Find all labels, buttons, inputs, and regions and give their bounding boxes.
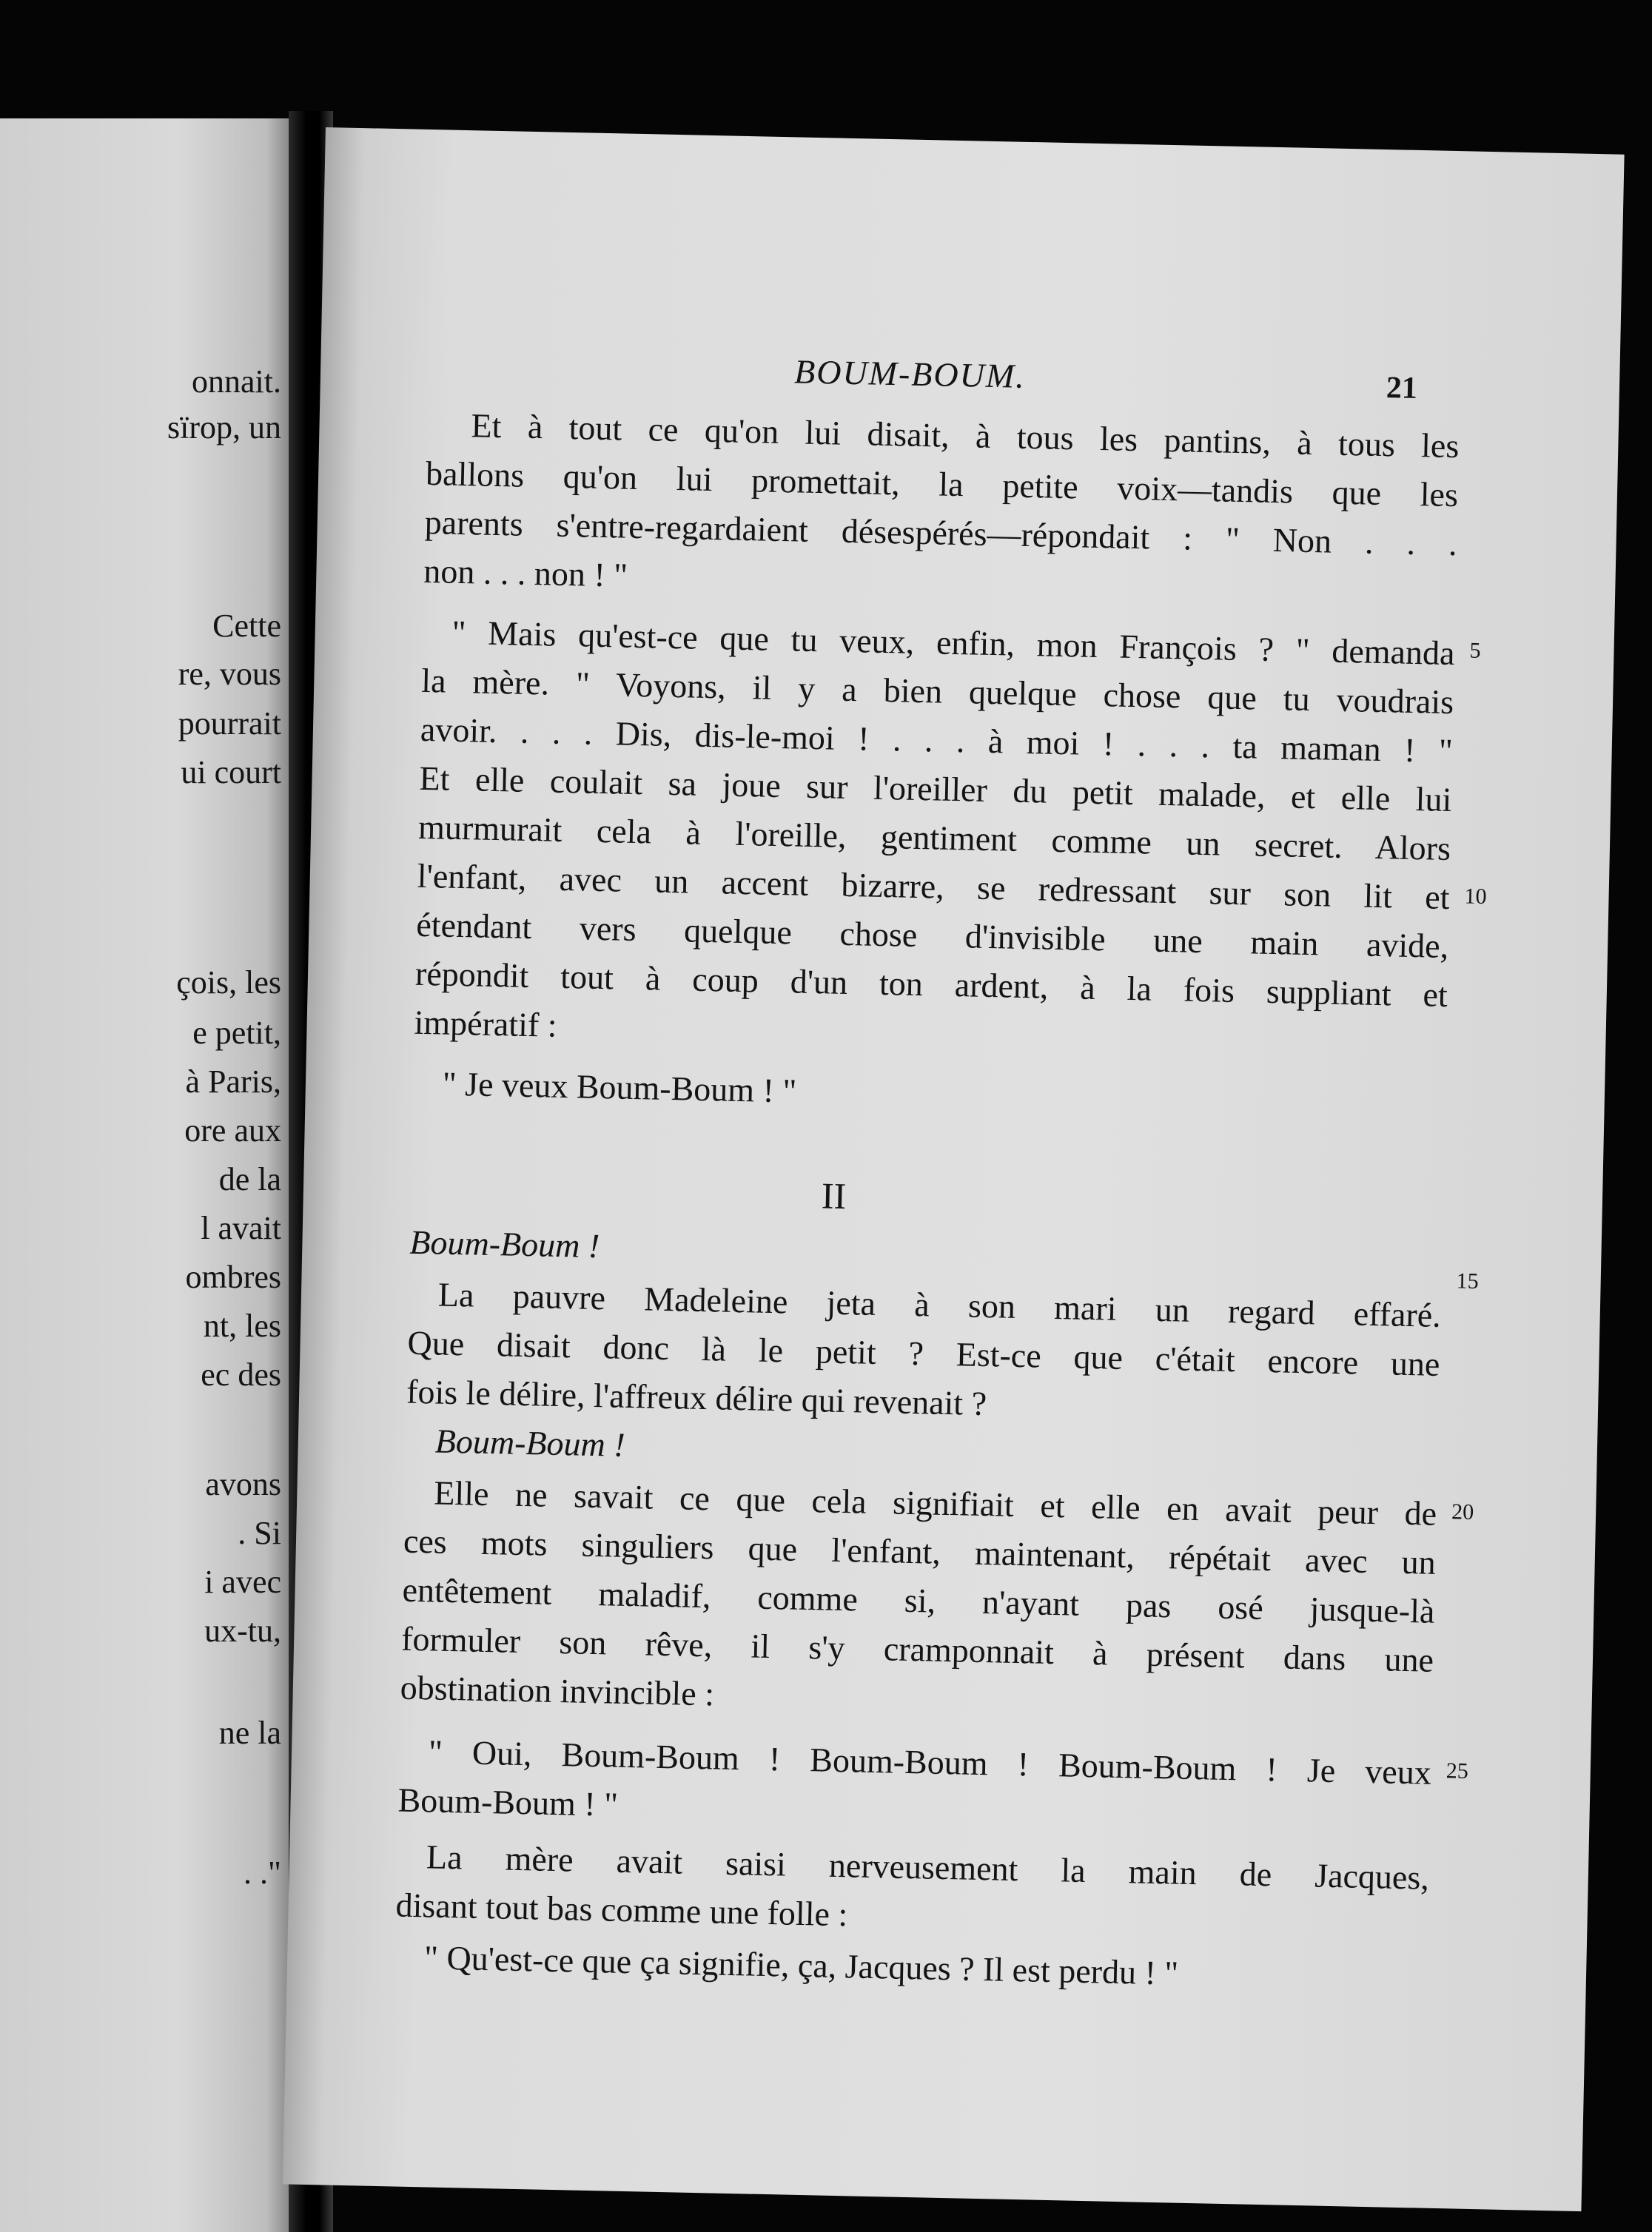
left-line: de la	[218, 1161, 281, 1197]
text-line: obstination invincible :	[400, 1668, 715, 1713]
left-line: à Paris,	[185, 1063, 281, 1100]
left-line: e petit,	[192, 1015, 281, 1051]
text-line: Elle ne savait ce que cela signifiait et elle en avait peur de	[433, 1473, 1437, 1533]
left-line: ombres	[185, 1259, 281, 1295]
left-line: ne la	[218, 1715, 281, 1751]
text-line: la mère. " Voyons, il y a bien quelque chose que tu voudrais	[420, 661, 1454, 722]
left-line: nt, les	[203, 1308, 281, 1344]
text-line: avoir. . . . Dis, dis-le-moi ! . . . à moi ! . . . ta maman ! "	[420, 710, 1454, 770]
line-number: 20	[1451, 1499, 1474, 1525]
text-line: Et elle coulait sa joue sur l'oreiller du petit malade, et elle lui	[419, 759, 1452, 819]
left-line: ore aux	[184, 1112, 281, 1149]
text-line: " Je veux Boum-Boum ! "	[442, 1064, 797, 1110]
text-line: Et à tout ce qu'on lui disait, à tous les pantins, à tous les	[471, 406, 1460, 465]
left-page	[0, 118, 296, 2232]
text-line: non . . . non ! "	[423, 551, 628, 594]
text-line: Boum-Boum !	[409, 1223, 600, 1265]
left-line: re, vous	[178, 656, 281, 692]
page-number: 21	[1386, 371, 1418, 406]
text-line: Que disait donc là le petit ? Est-ce que c'était encore une	[407, 1323, 1440, 1383]
left-line: . ."	[244, 1855, 281, 1891]
line-number: 25	[1446, 1758, 1469, 1784]
text-line: La pauvre Madeleine jeta à son mari un regard effaré.	[437, 1275, 1442, 1334]
left-line: . Si	[238, 1515, 281, 1551]
text-line: Boum-Boum !	[434, 1422, 626, 1464]
text-line: parents s'entre-regardaient désespérés—répondait : " Non . . .	[424, 502, 1458, 563]
left-line: ux-tu,	[204, 1613, 281, 1649]
text-line: Boum-Boum ! "	[397, 1781, 619, 1823]
left-line: l avait	[201, 1210, 281, 1246]
text-line: ces mots singuliers que l'enfant, maintenant, répétait avec un	[403, 1522, 1437, 1581]
text-line: " Oui, Boum-Boum ! Boum-Boum ! Boum-Boum ! Je veux	[428, 1732, 1432, 1792]
left-line: çois, les	[176, 964, 281, 1001]
left-line: Cette	[212, 608, 281, 644]
line-number: 5	[1469, 638, 1481, 663]
left-line: sïrop, un	[167, 409, 281, 446]
text-line: impératif :	[414, 1003, 558, 1044]
left-line: pourrait	[178, 705, 281, 742]
left-line: ui court	[181, 754, 281, 790]
text-line: fois le délire, l'affreux délire qui revenait ?	[406, 1372, 987, 1423]
left-line: onnait.	[192, 363, 281, 400]
line-number: 10	[1464, 884, 1487, 910]
text-line: disant tout bas comme une folle :	[395, 1886, 848, 1934]
text-line: entêtement maladif, comme si, n'ayant pas osé jusque-là	[402, 1570, 1435, 1630]
text-line: " Qu'est-ce que ça signifie, ça, Jacques ? Il est perdu ! "	[423, 1938, 1179, 1992]
left-line: i avec	[204, 1564, 281, 1600]
text-line: La mère avait saisi nerveusement la main de Jacques,	[426, 1838, 1430, 1897]
line-number: 15	[1456, 1268, 1480, 1294]
section-heading: II	[821, 1174, 847, 1217]
right-page	[283, 127, 1625, 2211]
left-line: avons	[205, 1466, 281, 1502]
text-line: formuler son rêve, il s'y cramponnait à présent dans une	[400, 1619, 1434, 1679]
text-line: l'enfant, avec un accent bizarre, se redressant sur son lit et	[417, 856, 1451, 917]
text-line: étendant vers quelque chose d'invisible une main avide,	[415, 905, 1449, 966]
text-line: murmurait cela à l'oreille, gentiment comme un secret. Alors	[417, 807, 1451, 868]
text-line: " Mais qu'est-ce que tu veux, enfin, mon François ? " demanda	[451, 613, 1455, 673]
text-line: ballons qu'on lui promettait, la petite voix—tandis que les	[425, 454, 1459, 514]
running-head: BOUM-BOUM.	[793, 352, 1027, 395]
left-line: ec des	[201, 1357, 281, 1393]
text-line: répondit tout à coup d'un ton ardent, à la fois suppliant et	[414, 954, 1448, 1014]
